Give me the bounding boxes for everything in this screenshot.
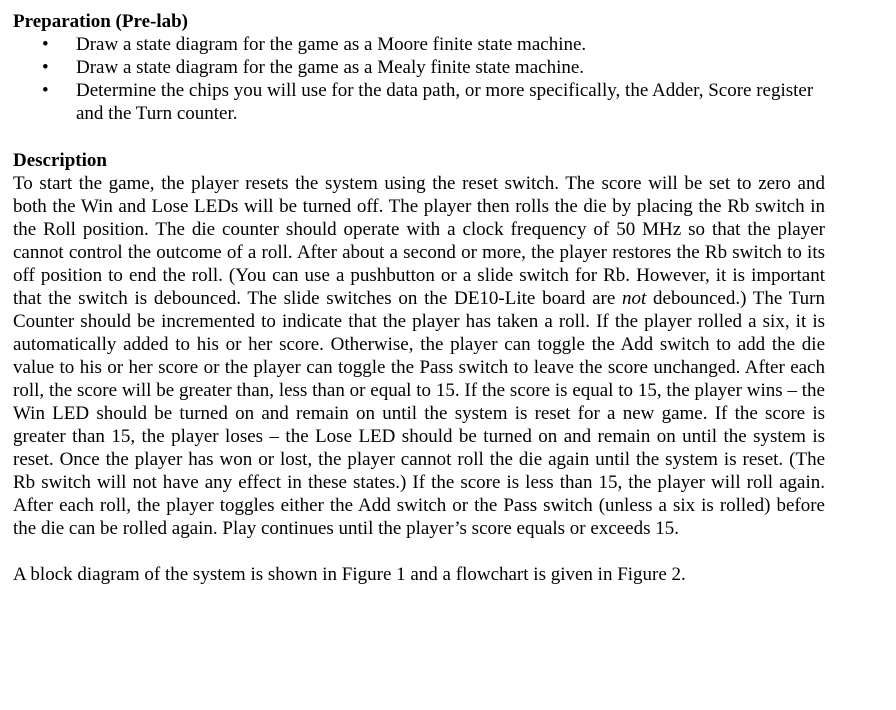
description-paragraph — [13, 172, 825, 540]
prelab-heading: Preparation (Pre-lab) — [13, 11, 189, 32]
bullet-icon: • — [42, 34, 49, 55]
list-item — [13, 33, 825, 56]
document-page — [13, 10, 825, 586]
bullet-icon: • — [42, 57, 49, 78]
list-item — [13, 79, 825, 125]
description-text-part1: To start the game, the player resets the system using the reset switch. The score will be set to zero and both the Win and Lose LEDs will be turned off. The player then rolls the die by placing the Rb switch in the Roll position. The die counter should operate with a clock frequency of 50 MHz so that the player cannot control the outcome of a roll. After about a second or more, the player restores the Rb switch to its off position to end the roll. (You can use a pushbutton or a slide switch for Rb. However, it is important that the switch is debounced. The slide switches on the DE10-Lite board are — [13, 173, 825, 309]
description-text-part2: debounced.) The Turn Counter should be incremented to indicate that the player has taken a roll. If the player rolled a six, it is automatically added to his or her score. Otherwise, the player can toggle the Add switch to add the die value to his or her score or the player can toggle the Pass switch to leave the score unchanged. After each roll, the score will be greater than, less than or equal to 15. If the score is equal to 15, the player wins – the Win LED should be turned on and remain on until the system is reset for a new game. If the score is greater than 15, the player loses – the Lose LED should be turned on and remain on until the system is reset. Once the player has won or lost, the player cannot roll the die again until the system is reset. (The Rb switch will not have any effect in these states.) If the score is less than 15, the player will roll again. After each roll, the player toggles either the Add switch or the Pass switch (unless a six is rolled) before the die can be rolled again. Play continues until the player’s score equals or exceeds 15. — [13, 288, 825, 539]
prelab-list — [13, 33, 825, 125]
description-heading: Description — [13, 150, 107, 171]
section-spacer — [13, 125, 825, 149]
bullet-icon: • — [42, 80, 49, 101]
list-item-text: Draw a state diagram for the game as a Mealy finite state machine. — [76, 57, 585, 78]
paragraph-gap — [13, 540, 825, 563]
closing-paragraph: A block diagram of the system is shown in Figure 1 and a flowchart is given in Figure 2. — [13, 564, 686, 585]
description-emphasis: not — [622, 288, 647, 309]
list-item-text: Draw a state diagram for the game as a Moore finite state machine. — [76, 34, 587, 55]
list-item-text: Determine the chips you will use for the data path, or more specifically, the Adder, Score register and the Turn counter. — [76, 80, 814, 124]
list-item — [13, 56, 825, 79]
